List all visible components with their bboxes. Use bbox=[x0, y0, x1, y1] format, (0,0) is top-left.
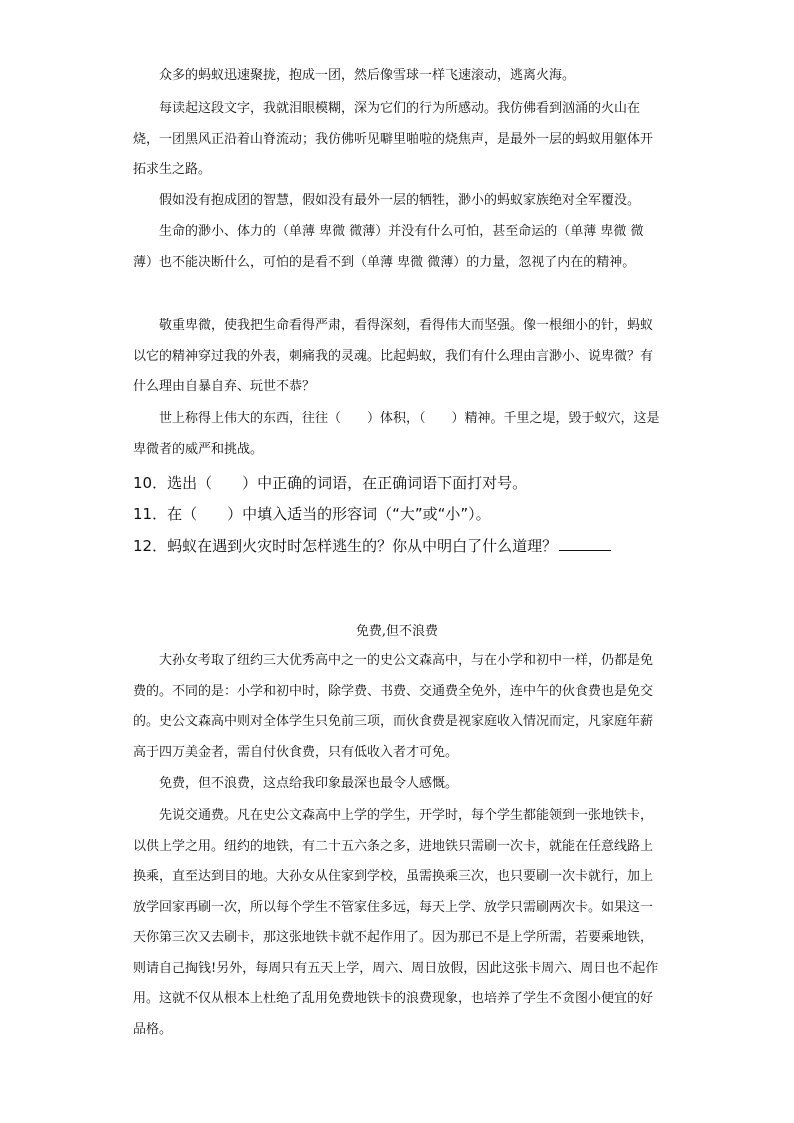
passage1-paragraph-5: 敬重卑微，使我把生命看得严肃，看得深刻，看得伟大而坚强。像一根细小的针，蚂蚁以它的精神穿过我的外表，刺痛我的灵魂。比起蚂蚁，我们有什么理由言渺小、说卑微？有什么理由自暴自弃、玩世不恭？ bbox=[133, 318, 654, 394]
answer-blank[interactable] bbox=[559, 538, 611, 551]
passage2-paragraph-3: 先说交通费。凡在史公文森高中上学的学生，开学时，每个学生都能领到一张地铁卡，以供上学之用。纽约的地铁，有二十五六条之多，进地铁只需刷一次卡，就能在任意线路上换乘，直至达到目的地。大孙女从住家到学校，虽需换乘三次，也只要刷一次卡就行，加上放学回家再刷一次，所以每个学生不管家住多远，每天上学、放学只需刷两次卡。如果这一天你第三次又去刷卡，那这张地铁卡就不起作用了。因为那已不是上学所需，若要乘地铁，则请自己掏钱!另外，每周只有五天上学，周六、周日放假，因此这张卡周六、周日也不起作用。这就不仅从根本上杜绝了乱用免费地铁卡的浪费现象，也培养了学生不贪图小便宜的好品格。 bbox=[133, 808, 659, 1037]
passage2-title: 免费,但不浪费 bbox=[355, 624, 439, 639]
passage1-paragraph-2: 每读起这段文字，我就泪眼模糊，深为它们的行为所感动。我仿佛看到汹涌的火山在烧，一团黑风正沿着山脊流动；我仿佛听见噼里啪啦的烧焦声，是最外一层的蚂蚁用躯体开拓求生之路。 bbox=[133, 101, 654, 177]
question-12 bbox=[133, 535, 611, 556]
question-11: 11．在（ ）中填入适当的形容词（“大”或“小”）。 bbox=[133, 505, 491, 523]
passage2-paragraph-2: 免费，但不浪费，这点给我印象最深也最令人感慨。 bbox=[159, 776, 459, 791]
passage2-paragraph-1: 大孙女考取了纽约三大优秀高中之一的史公文森高中，与在小学和初中一样，仍都是免费的。不同的是：小学和初中时，除学费、书费、交通费全免外，连中午的伙食费也是免交的。史公文森高中则对全体学生只免前三项，而伙食费是视家庭收入情况而定，凡家庭年薪高于四万美金者，需自付伙食费，只有低收入者才可免。 bbox=[133, 653, 654, 760]
passage1-paragraph-4: 生命的渺小、体力的（单薄 卑微 微薄）并没有什么可怕，甚至命运的（单薄 卑微 微薄）也不能决断什么，可怕的是看不到（单薄 卑微 微薄）的力量，忽视了内在的精神。 bbox=[133, 224, 644, 270]
passage1-paragraph-6: 世上称得上伟大的东西，往往（ ）体积，（ ）精神。千里之堤，毁于蚁穴，这是卑微者的威严和挑战。 bbox=[133, 411, 660, 457]
question-10: 10．选出（ ）中正确的词语，在正确词语下面打对号。 bbox=[133, 474, 528, 492]
passage1-paragraph-1: 众多的蚂蚁迅速聚拢，抱成一团，然后像雪球一样飞速滚动，逃离火海。 bbox=[159, 68, 576, 83]
passage1-paragraph-3: 假如没有抱成团的智慧，假如没有最外一层的牺牲，渺小的蚂蚁家族绝对全军覆没。 bbox=[159, 193, 641, 208]
question-12-text: 12．蚂蚁在遇到火灾时时怎样逃生的？你从中明白了什么道理？ bbox=[133, 537, 558, 555]
